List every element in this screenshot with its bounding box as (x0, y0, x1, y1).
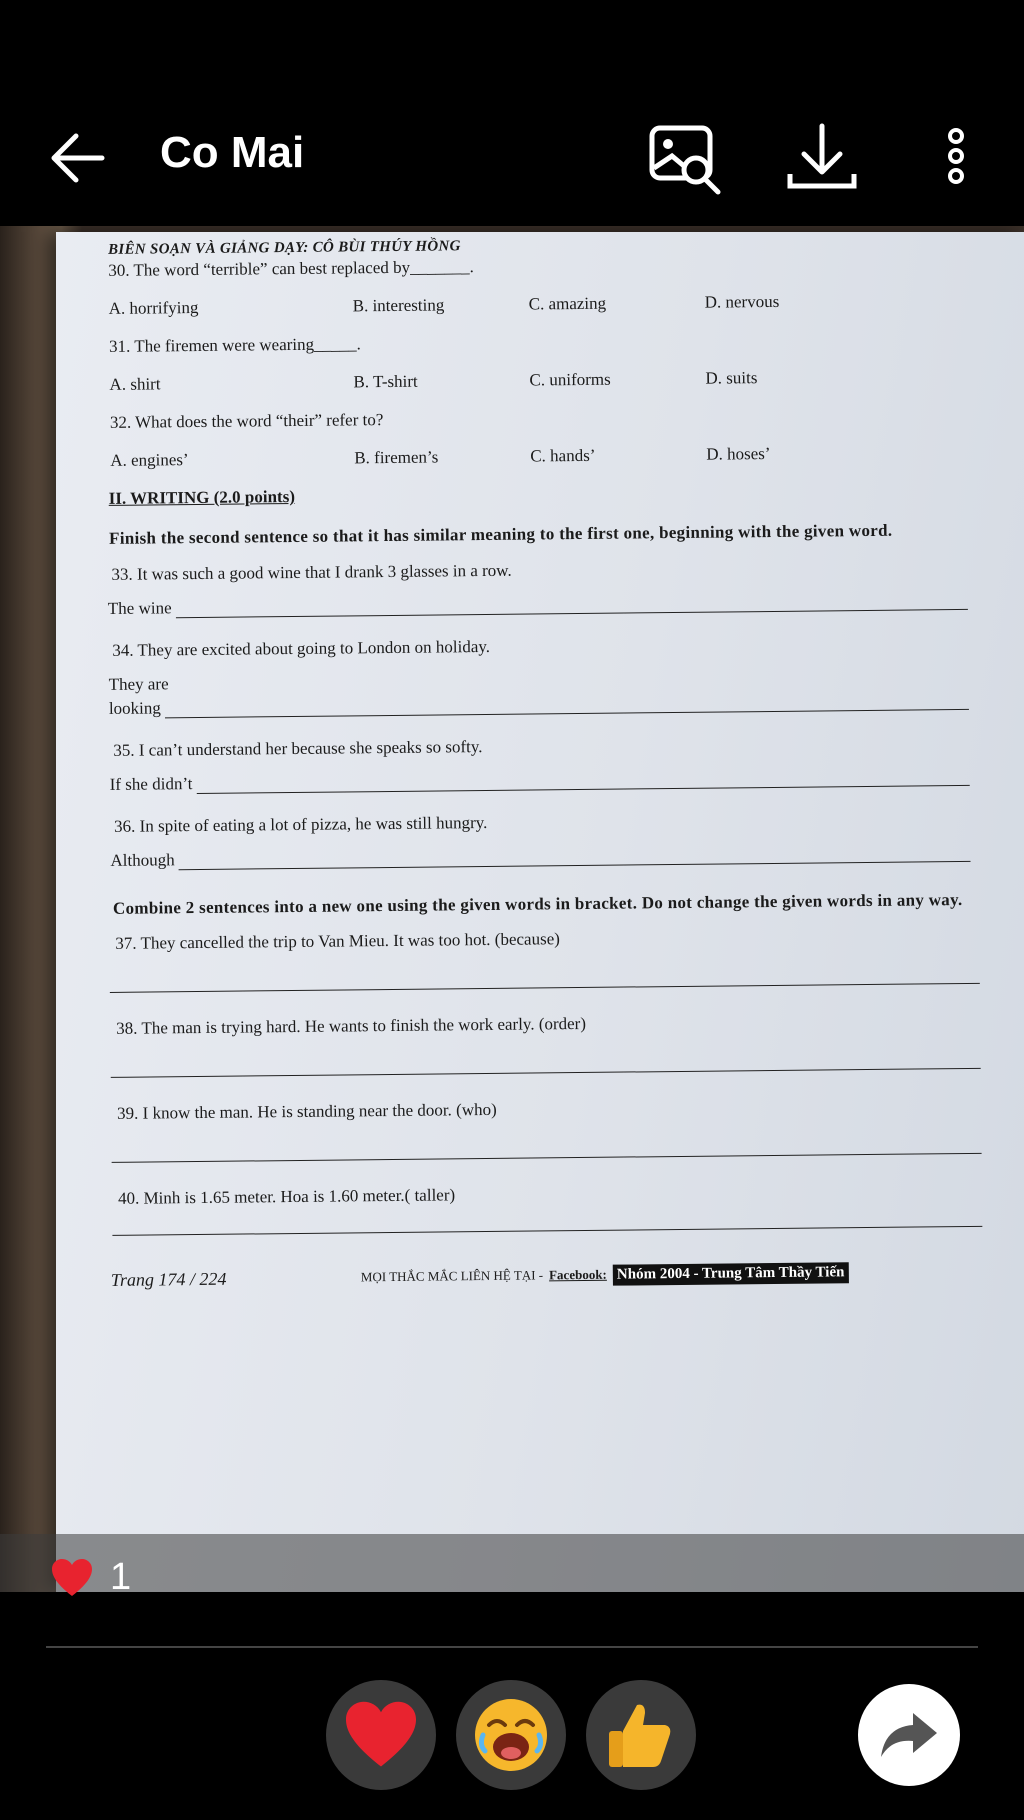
answer-prompt: They are (108, 674, 169, 695)
laugh-reaction-button[interactable] (456, 1680, 566, 1790)
more-vertical-icon[interactable] (916, 118, 996, 198)
answer-36 (110, 842, 1006, 871)
question-39: 39. I know the man. He is standing near the door. (who) (117, 1099, 497, 1123)
section-heading: II. WRITING (2.0 points) (108, 486, 296, 508)
footer-contact: MỌI THẮC MẮC LIÊN HỆ TẠI - (360, 1267, 544, 1285)
question-30: 30. The word “terrible” can best replaced by_______. (108, 257, 474, 280)
image-search-icon[interactable] (646, 118, 726, 198)
share-arrow-icon (879, 1709, 939, 1761)
worksheet-paper (56, 232, 1024, 1592)
worksheet-content (100, 233, 1011, 1291)
page-title: Co Mai (160, 128, 305, 177)
heart-icon (50, 1558, 94, 1598)
options-32 (110, 442, 1002, 471)
options-31 (109, 366, 1001, 395)
question-33: 33. It was such a good wine that I drank 3 glasses in a row. (111, 561, 512, 585)
question-40: 40. Minh is 1.65 meter. Hoa is 1.60 meter.( taller) (117, 1184, 456, 1208)
answer-line (196, 771, 969, 794)
laugh-emoji-icon (471, 1695, 551, 1775)
answer-33 (108, 590, 1004, 619)
option: D. suits (705, 368, 758, 388)
question-38: 38. The man is trying hard. He wants to finish the work early. (order) (116, 1013, 587, 1038)
photo-viewer[interactable] (0, 226, 1024, 1592)
option: C. hands’ (530, 445, 596, 466)
footer-group: Nhóm 2004 - Trung Tâm Thầy Tiến (613, 1262, 849, 1285)
page-number: Trang 174 / 224 (110, 1268, 227, 1290)
like-reaction-button[interactable] (586, 1680, 696, 1790)
option: A. engines’ (110, 450, 189, 470)
instruction: Combine 2 sentences into a new one using the given words in bracket. Do not change the given words in any way. (112, 890, 963, 919)
option: C. amazing (528, 293, 607, 314)
option: C. uniforms (529, 369, 611, 390)
option: B. T-shirt (353, 371, 418, 392)
reaction-summary-bar (0, 1534, 1024, 1592)
question-32: 32. What does the word “their” refer to? (109, 410, 384, 432)
question-36: 36. In spite of eating a lot of pizza, he was still hungry. (114, 813, 488, 837)
question-35: 35. I can’t understand her because she speaks so softy. (113, 737, 483, 761)
doc-header: BIÊN SOẠN VÀ GIẢNG DẠY: CÔ BÙI THÚY HỒNG (107, 238, 461, 258)
instruction: Finish the second sentence so that it has similar meaning to the first one, beginning with the given word. (109, 520, 893, 548)
answer-line (176, 595, 968, 618)
answer-34b (109, 690, 1005, 719)
answer-prompt: looking (108, 698, 161, 719)
answer-prompt: The wine (107, 598, 172, 619)
doc-footer (111, 1260, 1011, 1290)
heart-reaction-button[interactable] (326, 1680, 436, 1790)
options-30 (109, 290, 1001, 319)
question-31: 31. The firemen were wearing_____. (108, 334, 361, 356)
answer-prompt: If she didn’t (109, 774, 193, 795)
question-34: 34. They are excited about going to London on holiday. (112, 637, 491, 661)
option: B. firemen’s (354, 447, 439, 468)
option: A. horrifying (108, 297, 199, 318)
answer-line (179, 847, 971, 870)
option: B. interesting (352, 295, 445, 316)
share-button[interactable] (858, 1684, 960, 1786)
answer-prompt: Although (110, 850, 175, 871)
heart-icon (342, 1700, 420, 1770)
divider (46, 1646, 978, 1648)
option: D. nervous (704, 291, 780, 312)
answer-line (165, 695, 969, 718)
question-37: 37. They cancelled the trip to Van Mieu. It was too hot. (because) (115, 928, 560, 953)
option: A. shirt (109, 374, 161, 394)
option: D. hoses’ (706, 443, 771, 464)
answer-35 (110, 766, 1006, 795)
reaction-count[interactable]: 1 (110, 1556, 132, 1598)
top-app-bar (0, 0, 1024, 226)
thumbs-up-icon (603, 1697, 679, 1773)
back-arrow-icon[interactable] (44, 124, 112, 192)
footer-facebook: Facebook: (548, 1266, 607, 1283)
download-icon[interactable] (782, 118, 862, 198)
